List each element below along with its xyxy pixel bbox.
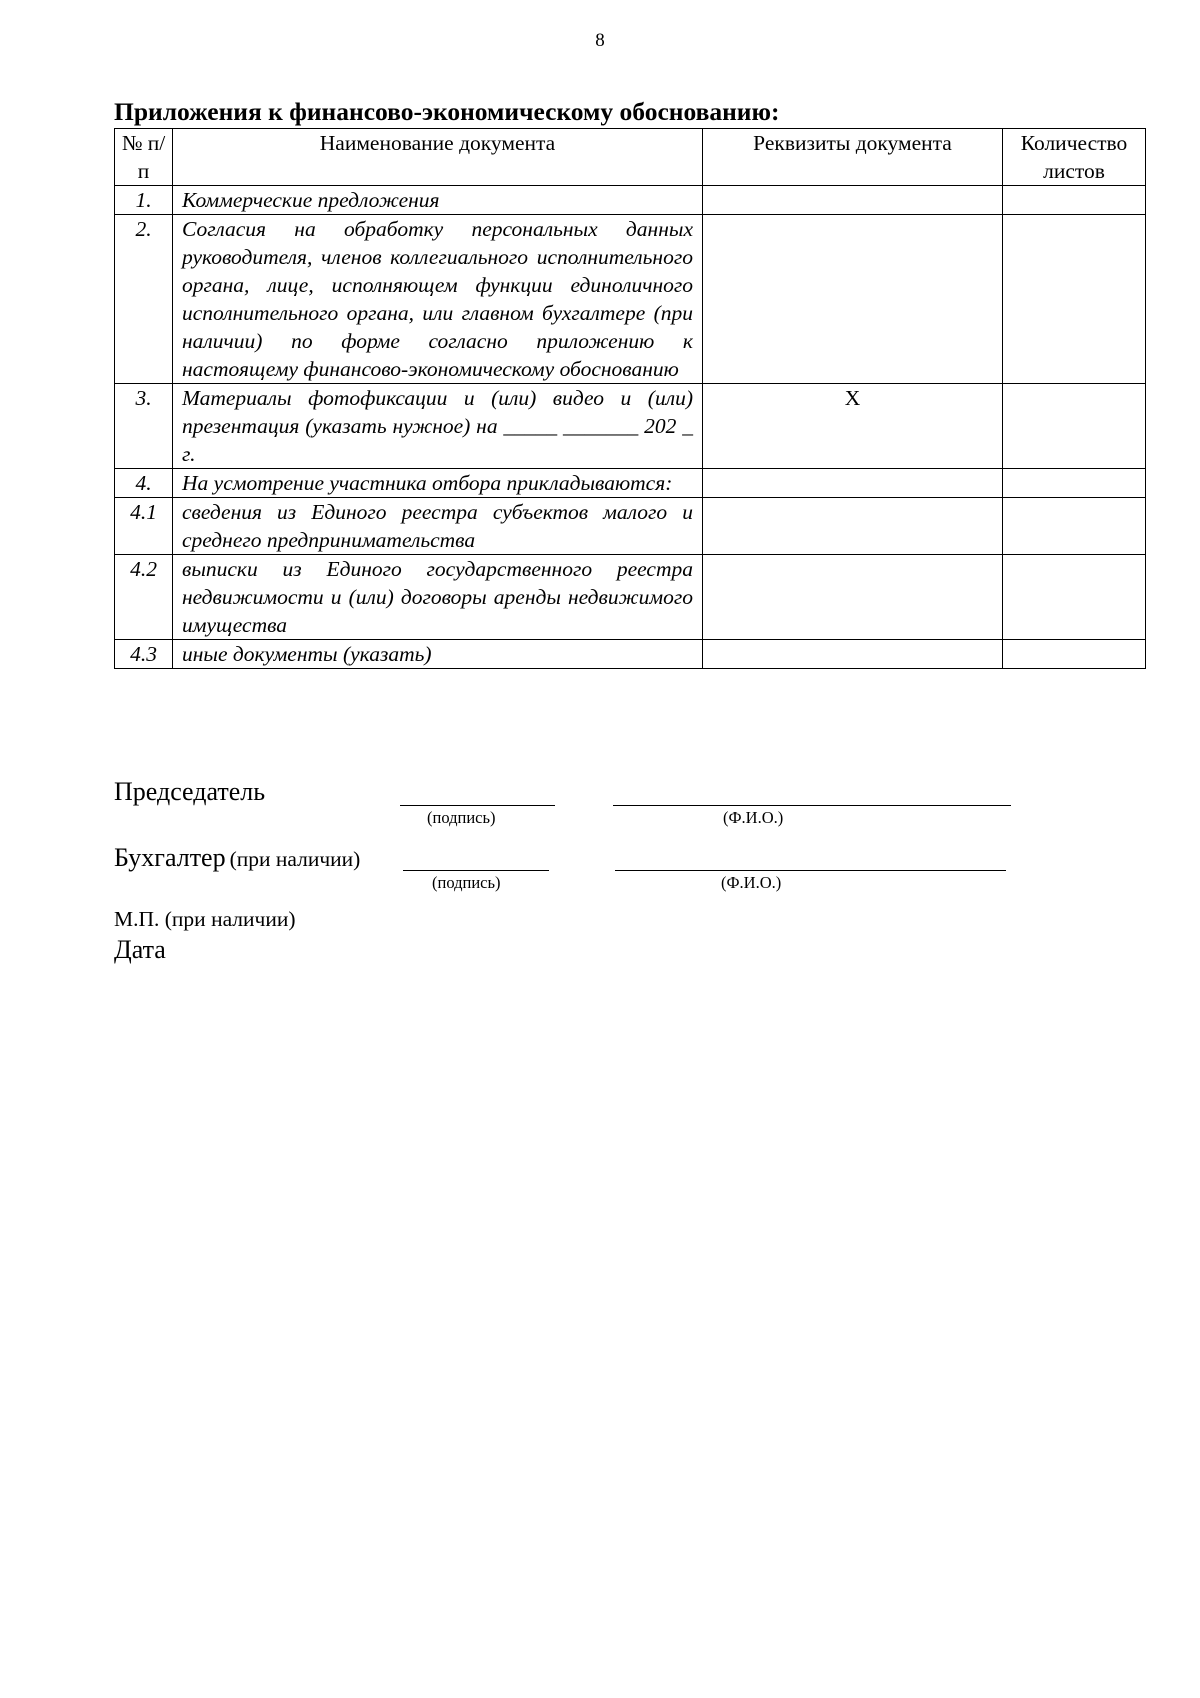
row-num: 4. <box>115 469 173 498</box>
accountant-note: (при наличии) <box>229 847 361 871</box>
header-num: № п/п <box>115 129 173 186</box>
attachments-table <box>114 128 1146 669</box>
chairman-label: Председатель <box>114 777 266 806</box>
row-requisites <box>703 640 1003 669</box>
row-name: На усмотрение участника отбора прикладываются: <box>173 469 703 498</box>
row-name: сведения из Единого реестра субъектов малого и среднего предпринимательства <box>173 498 703 555</box>
chairman-name-caption: (Ф.И.О.) <box>723 808 784 827</box>
chairman-name-line <box>613 805 1011 806</box>
date-label: Дата <box>114 935 166 964</box>
row-requisites <box>703 215 1003 384</box>
header-requisites: Реквизиты документа <box>703 129 1003 186</box>
row-count <box>1003 384 1146 469</box>
row-num: 4.3 <box>115 640 173 669</box>
accountant-label-group <box>114 843 360 873</box>
row-num: 1. <box>115 186 173 215</box>
page-number: 8 <box>595 30 605 51</box>
row-count <box>1003 498 1146 555</box>
row-name: выписки из Единого государственного реестра недвижимости и (или) договоры аренды недвижимого имущества <box>173 555 703 640</box>
accountant-signature-line <box>403 870 549 871</box>
row-num: 4.1 <box>115 498 173 555</box>
table-row <box>115 384 1146 469</box>
row-requisites <box>703 186 1003 215</box>
stamp-note: М.П. (при наличии) <box>114 907 296 931</box>
accountant-signature-caption: (подпись) <box>432 873 501 892</box>
table-row <box>115 469 1146 498</box>
table-row <box>115 498 1146 555</box>
table-row <box>115 186 1146 215</box>
row-count <box>1003 186 1146 215</box>
table-row <box>115 555 1146 640</box>
row-requisites <box>703 469 1003 498</box>
row-name: Коммерческие предложения <box>173 186 703 215</box>
header-name: Наименование документа <box>173 129 703 186</box>
row-count <box>1003 640 1146 669</box>
row-requisites: Х <box>703 384 1003 469</box>
table-row <box>115 215 1146 384</box>
row-name: Согласия на обработку персональных данных руководителя, членов коллегиального исполнительного органа, лице, исполняющем функции единоличного исполнительного органа, или главном бухгалтере (при наличии) по форме согласно приложению к настоящему финансово-экономическому обоснованию <box>173 215 703 384</box>
row-num: 2. <box>115 215 173 384</box>
row-num: 3. <box>115 384 173 469</box>
document-title: Приложения к финансово-экономическому обоснованию: <box>114 97 780 126</box>
accountant-name-line <box>615 870 1006 871</box>
row-name: Материалы фотофиксации и (или) видео и (или) презентация (указать нужное) на _____ _______ 202 _ г. <box>173 384 703 469</box>
row-requisites <box>703 555 1003 640</box>
row-num: 4.2 <box>115 555 173 640</box>
row-count <box>1003 555 1146 640</box>
table-row <box>115 640 1146 669</box>
table-header-row <box>115 129 1146 186</box>
chairman-signature-caption: (подпись) <box>427 808 496 827</box>
row-count <box>1003 215 1146 384</box>
row-requisites <box>703 498 1003 555</box>
accountant-name-caption: (Ф.И.О.) <box>721 873 782 892</box>
accountant-label: Бухгалтер <box>114 843 226 872</box>
chairman-signature-line <box>400 805 555 806</box>
row-count <box>1003 469 1146 498</box>
row-name: иные документы (указать) <box>173 640 703 669</box>
header-count: Количество листов <box>1003 129 1146 186</box>
